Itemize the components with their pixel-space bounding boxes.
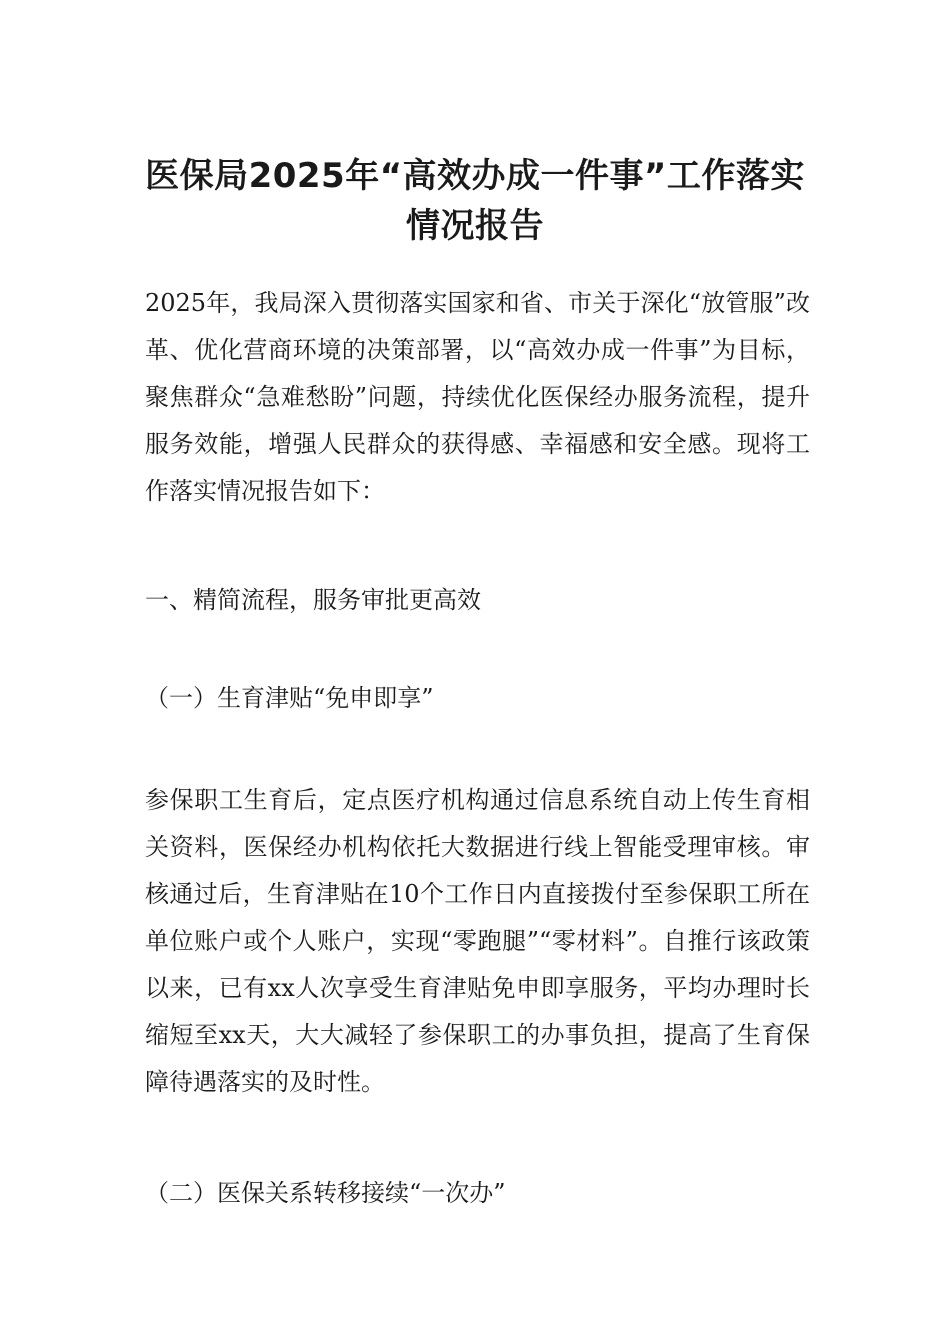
document-title: 医保局2025年“高效办成一件事”工作落实情况报告 xyxy=(145,155,805,246)
intro-paragraph: 2025年，我局深入贯彻落实国家和省、市关于深化“放管服”改革、优化营商环境的决策部署，以“高效办成一件事”为目标，聚焦群众“急难愁盼”问题，持续优化医保经办服务流程，提升服务效能，增强人民群众的获得感、幸福感和安全感。现将工作落实情况报告如下： xyxy=(145,289,810,505)
section-1-heading: 一、精简流程，服务审批更高效 xyxy=(145,586,481,614)
subsection-2-heading: （二）医保关系转移接续“一次办” xyxy=(145,1179,506,1207)
subsection-1-body: 参保职工生育后，定点医疗机构通过信息系统自动上传生育相关资料，医保经办机构依托大数据进行线上智能受理审核。审核通过后，生育津贴在10个工作日内直接拨付至参保职工所在单位账户或个人账户，实现“零跑腿”“零材料”。自推行该政策以来，已有xx人次享受生育津贴免申即享服务，平均办理时长缩短至xx天，大大减轻了参保职工的办事负担，提高了生育保障待遇落实的及时性。 xyxy=(145,786,810,1096)
subsection-1-heading: （一）生育津贴“免申即享” xyxy=(145,684,434,712)
